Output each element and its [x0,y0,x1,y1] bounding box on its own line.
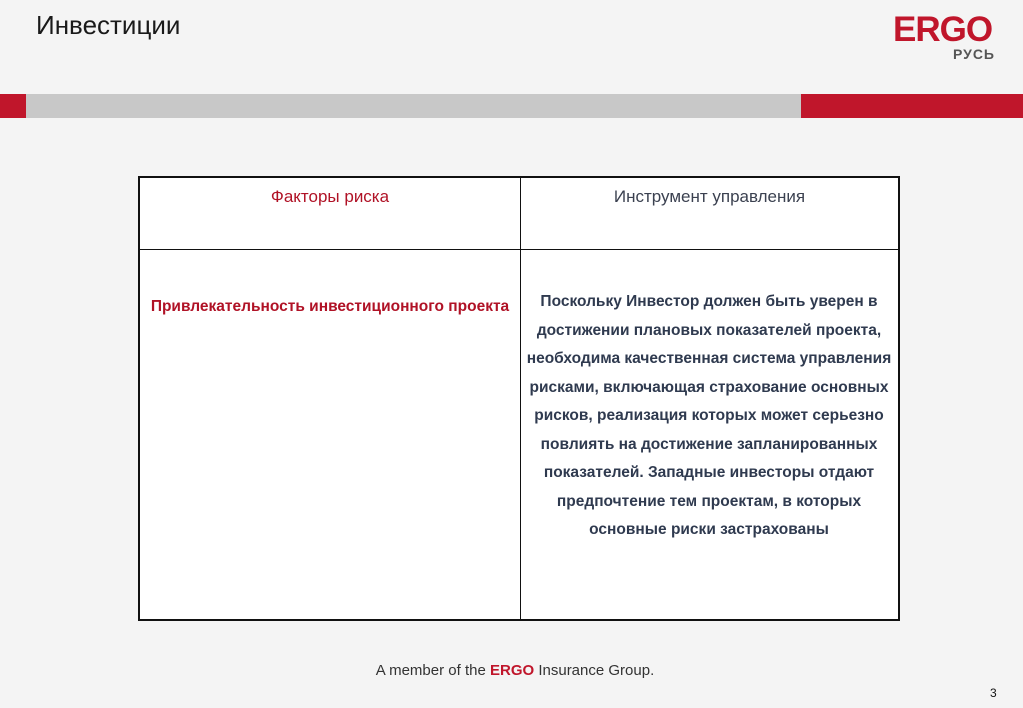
ergo-logo [893,12,999,62]
column-header-risk-factors: Факторы риска [270,187,390,206]
header-band-left [0,94,26,118]
header-divider [140,249,898,250]
header-band-middle [26,94,801,118]
header-band-right [801,94,1023,118]
risk-factor-cell: Привлекательность инвестиционного проекта [150,298,510,315]
column-header-management-tool: Инструмент управления [613,187,806,206]
footer-brand: ERGO [489,662,535,679]
management-tool-cell: Поскольку Инвестор должен быть уверен в достижении плановых показателей проекта, необходима качественная система управления рисками, включающая страхование основных рисков, реализация которых может серьезно повлиять на достижение запланированных показателей. Западные инвесторы отдают предпочтение тем проектам, в которых основные риски застрахованы [526,293,892,538]
page-title: Инвестиции [36,10,181,40]
risk-table [138,176,900,621]
page-number: 3 [990,686,997,700]
footer-prefix: A member of the [375,662,490,679]
logo-subtitle: РУСЬ [952,46,995,62]
footer-suffix: Insurance Group. [534,662,655,679]
logo-wordmark: ERGO [893,10,993,49]
footer-tagline [0,662,1023,679]
